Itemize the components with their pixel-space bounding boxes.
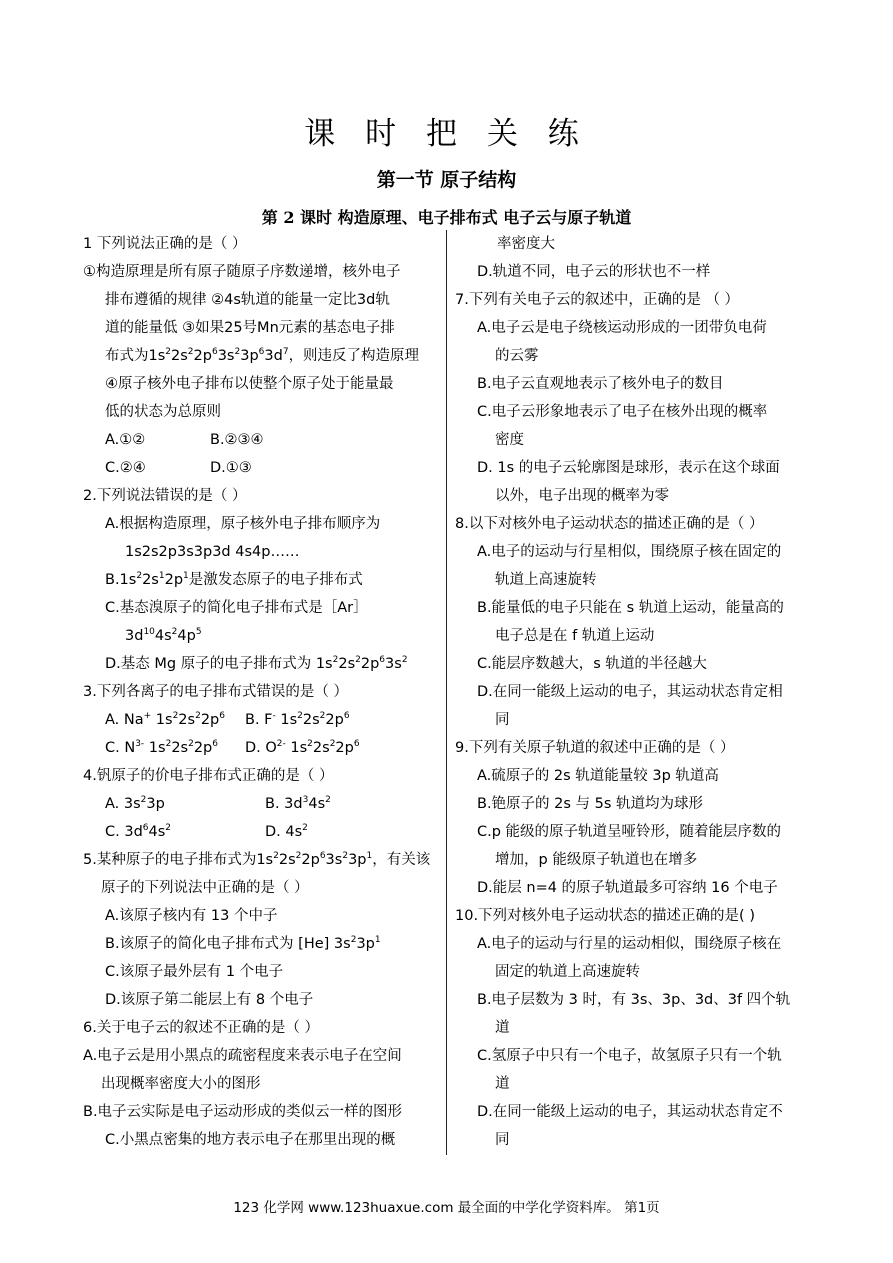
option-b: B.电子云实际是电子运动形成的类似云一样的图形 xyxy=(83,1104,403,1120)
option-c: C.氢原子中只有一个电子，故氢原子只有一个轨 xyxy=(477,1048,782,1064)
q3-stem: 3.下列各离子的电子排布式错误的是（ ） xyxy=(83,684,348,700)
q5-stem-post: ，有关该 xyxy=(372,852,431,868)
option-d: D.①③ xyxy=(210,460,252,476)
q8-stem: 8.以下对核外电子运动状态的描述正确的是（ ） xyxy=(455,516,764,532)
question-4 xyxy=(83,762,443,846)
option-b-cont: 道 xyxy=(495,1020,510,1036)
page-footer: 123 化学网 www.123huaxue.com 最全面的中学化学资料库。 第1页 xyxy=(233,1200,660,1216)
q5-stem: 5.某种原子的电子排布式为$1s^22s^22p^63s^23p^1$，有关该 xyxy=(83,851,431,868)
column-divider xyxy=(446,230,447,1155)
question-9 xyxy=(455,734,825,902)
option-d-cont: 同 xyxy=(495,1132,510,1148)
option-c-cont: 道 xyxy=(495,1076,510,1092)
option-a-cont: 的云雾 xyxy=(495,348,539,364)
option-d-text: D.基态 Mg 原子的电子排布式为 1s xyxy=(105,656,333,672)
option-c-cont: $3d^{10}4s^24p^5$ xyxy=(125,627,202,644)
option-d: D.该原子第二能层上有 8 个电子 xyxy=(105,992,314,1008)
option-c: C. $3d^64s^2$ xyxy=(105,823,172,840)
q7-stem: 7.下列有关电子云的叙述中，正确的是 （ ） xyxy=(455,292,740,308)
q1-line: 排布遵循的规律 ②4s轨道的能量一定比3d轨 xyxy=(105,292,390,308)
q5-stem-pre: 5.某种原子的电子排布式为1s xyxy=(83,852,274,868)
option-a: A.电子的运动与行星相似，围绕原子核在固定的 xyxy=(477,544,782,560)
question-8 xyxy=(455,510,825,734)
option-d: D. $O^{2-}$ $1s^22s^22p^6$ xyxy=(245,739,360,756)
option-b: B. F- $1s^22s^22p^6$ xyxy=(245,711,350,728)
option-d: D.在同一能级上运动的电子，其运动状态肯定不 xyxy=(477,1104,783,1120)
option-c: C.小黑点密集的地方表示电子在那里出现的概 xyxy=(105,1132,396,1148)
option-c: C. $N^{3-}$ $1s^22s^22p^6$ xyxy=(105,739,218,756)
option-d-cont: 以外，电子出现的概率为零 xyxy=(495,488,669,504)
option-a-cont: 轨道上高速旋转 xyxy=(495,572,597,588)
q6-option-d: D.轨道不同，电子云的形状也不一样 xyxy=(477,264,711,280)
option-d: D.在同一能级上运动的电子，其运动状态肯定相 xyxy=(477,684,783,700)
option-c: C.②④ xyxy=(105,460,146,476)
q9-stem: 9.下列有关原子轨道的叙述中正确的是（ ） xyxy=(455,740,735,756)
option-b-cont: 电子总是在 f 轨道上运动 xyxy=(495,628,655,644)
q1-line: 道的能量低 ③如果25号Mn元素的基态电子排 xyxy=(105,320,395,336)
section-title: 第一节 原子结构 xyxy=(376,169,517,191)
option-c: C.能层序数越大，s 轨道的半径越大 xyxy=(477,656,707,672)
option-a: A.电子云是电子绕核运动形成的一团带负电荷 xyxy=(477,320,767,336)
option-a: A.①② xyxy=(105,432,146,448)
q4-stem: 4.钒原子的价电子排布式正确的是（ ） xyxy=(83,768,334,784)
q1-line-pre: 布式为1s xyxy=(105,348,166,364)
option-d-cont: 同 xyxy=(495,712,510,728)
option-a: A.根据构造原理，原子核外电子排布顺序为 xyxy=(105,516,381,532)
option-a: A.该原子核内有 13 个中子 xyxy=(105,908,278,924)
option-b: B.该原子的简化电子排布式为 [He] $3s^23p^1$ xyxy=(105,935,381,952)
option-b: B.能量低的电子只能在 s 轨道上运动，能量高的 xyxy=(477,600,784,616)
q1-options xyxy=(83,426,443,454)
option-a-cont: 出现概率密度大小的图形 xyxy=(101,1076,261,1092)
q1-line: 低的状态为总原则 xyxy=(105,404,221,420)
q1-line: ①构造原理是所有原子随原子序数递增，核外电子 xyxy=(83,264,401,280)
option-a-cont: 固定的轨道上高速旋转 xyxy=(495,964,640,980)
q1-line-post: ，则违反了构造原理 xyxy=(288,348,420,364)
option-b: B.铯原子的 2s 与 5s 轨道均为球形 xyxy=(477,796,704,812)
q4-options xyxy=(83,790,443,818)
option-d: D. 1s 的电子云轮廓图是球形，表示在这个球面 xyxy=(477,460,780,476)
page-title: 课 时 把 关 练 xyxy=(304,116,589,152)
question-5 xyxy=(83,846,443,1014)
q1-stem: 1 下列说法正确的是（ ） xyxy=(83,236,247,252)
option-d: D.基态 Mg 原子的电子排布式为 $1s^22s^22p^63s^2$ xyxy=(105,655,408,672)
option-d: D.能层 n=4 的原子轨道最多可容纳 16 个电子 xyxy=(477,880,778,896)
option-b: B.电子云直观地表示了核外电子的数目 xyxy=(477,376,724,392)
option-b: $B.1s^22s^12p^1$是激发态原子的电子排布式 xyxy=(105,571,363,588)
option-b: B. $3d^34s^2$ xyxy=(265,795,331,812)
option-c: C.基态溴原子的简化电子排布式是［Ar］ xyxy=(105,600,368,616)
question-3 xyxy=(83,678,443,762)
option-b-text: 是激发态原子的电子排布式 xyxy=(188,572,363,588)
right-column xyxy=(455,230,825,1154)
q3-options xyxy=(83,706,443,734)
option-d: D. $4s^2$ xyxy=(265,823,308,840)
option-b: B.②③④ xyxy=(210,432,264,448)
option-c-cont: 增加，p 能级原子轨道也在增多 xyxy=(495,852,698,868)
question-6 xyxy=(83,1014,443,1154)
option-c: C.该原子最外层有 1 个电子 xyxy=(105,964,284,980)
q1-options xyxy=(83,454,443,482)
option-c: C.p 能级的原子轨道呈哑铃形，随着能层序数的 xyxy=(477,824,782,840)
option-a: A.硫原子的 2s 轨道能量较 3p 轨道高 xyxy=(477,768,719,784)
q2-stem: 2.下列说法错误的是（ ） xyxy=(83,488,247,504)
question-2 xyxy=(83,482,443,678)
q6-stem: 6.关于电子云的叙述不正确的是（ ） xyxy=(83,1020,319,1036)
question-7 xyxy=(455,286,825,510)
option-a-cont: 1s2s2p3s3p3d 4s4p…… xyxy=(125,544,300,560)
q6-option-c-cont: 率密度大 xyxy=(497,236,555,252)
question-1 xyxy=(83,230,443,482)
lesson-title: 第 2 课时 构造原理、电子排布式 电子云与原子轨道 xyxy=(261,208,632,227)
option-c-cont: 密度 xyxy=(495,432,524,448)
option-a: A. Na+ $1s^22s^22p^6$ xyxy=(105,711,225,728)
option-c: C.电子云形象地表示了电子在核外出现的概率 xyxy=(477,404,768,420)
option-a: A.电子云是用小黑点的疏密程度来表示电子在空间 xyxy=(83,1048,402,1064)
q10-stem: 10.下列对核外电子运动状态的描述正确的是( ) xyxy=(455,908,755,924)
option-a: A.电子的运动与行星的运动相似，围绕原子核在 xyxy=(477,936,782,952)
question-10 xyxy=(455,902,825,1154)
q3-options xyxy=(83,734,443,762)
option-b-text: B.该原子的简化电子排布式为 [He] 3s xyxy=(105,936,351,952)
option-b: B.电子层数为 3 时，有 3s、3p、3d、3f 四个轨 xyxy=(477,992,791,1008)
q1-line: 布式为$1s^22s^22p^63s^23p^63d^7$，则违反了构造原理 xyxy=(105,347,420,364)
option-a: A. $3s^23p$ xyxy=(105,795,165,812)
left-column xyxy=(83,230,443,1154)
q5-stem-cont: 原子的下列说法中正确的是（ ） xyxy=(101,880,309,896)
q1-line: ④原子核外电子排布以使整个原子处于能量最 xyxy=(105,376,394,392)
q4-options xyxy=(83,818,443,846)
